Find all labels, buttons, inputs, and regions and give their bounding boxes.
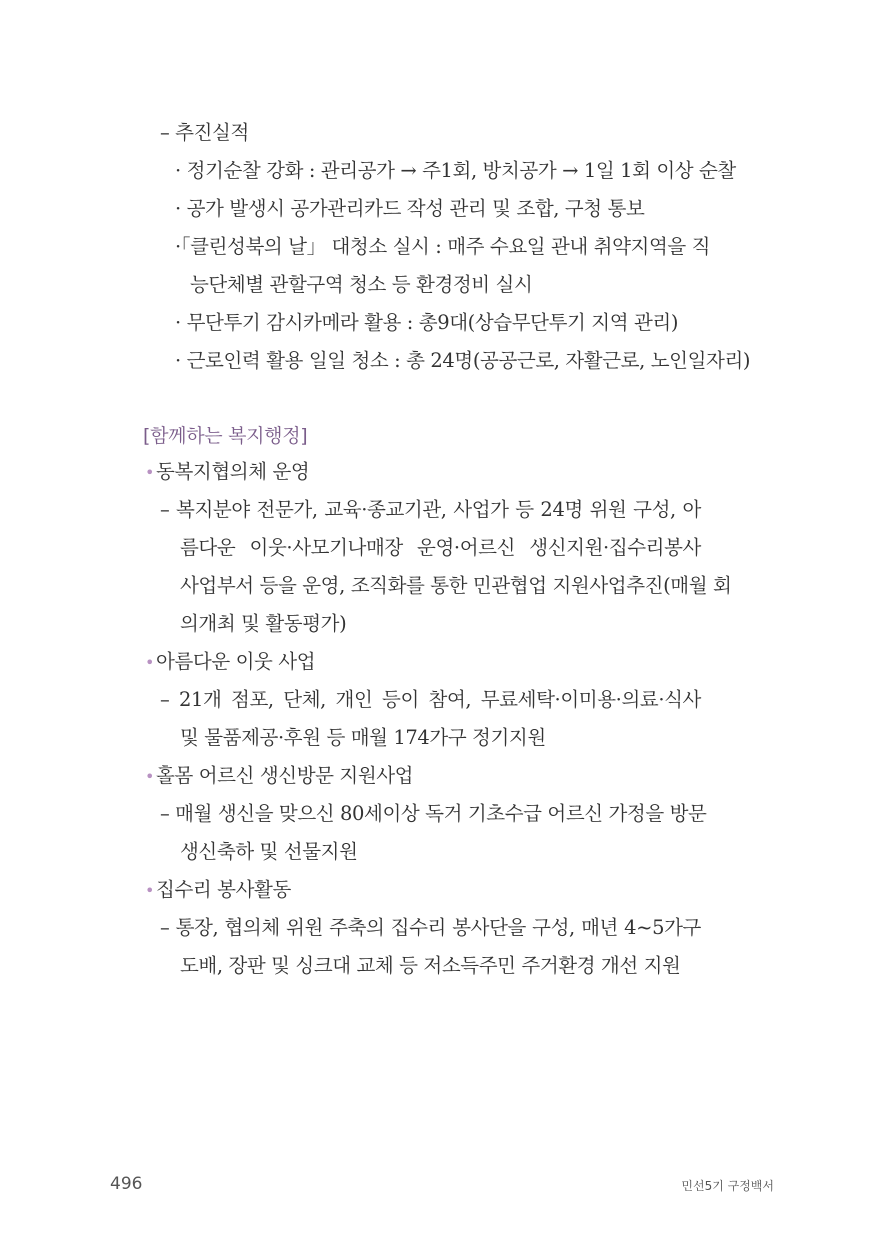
welfare-detail-line: 및 물품제공·후원 등 매월 174가구 정기지원 (180, 726, 546, 749)
promotion-item: · 정기순찰 강화 : 관리공가 → 주1회, 방치공가 → 1일 1회 이상 순찰 (175, 159, 736, 182)
page-number: 496 (110, 1174, 143, 1194)
welfare-detail-line: 도배, 장판 및 싱크대 교체 등 저소득주민 주거환경 개선 지원 (180, 954, 681, 977)
welfare-heading-text: 아름다운 이웃 사업 (156, 650, 316, 673)
promotion-item: · 공가 발생시 공가관리카드 작성 관리 및 조합, 구청 통보 (175, 197, 645, 220)
section-title: [함께하는 복지행정] (143, 425, 308, 447)
bullet-dot-icon: • (145, 653, 155, 672)
bullet-dot-icon: • (145, 767, 155, 786)
welfare-detail-line: – 매월 생신을 맞으신 80세이상 독거 기초수급 어르신 가정을 방문 (160, 802, 707, 825)
welfare-bullet-heading (145, 649, 315, 676)
promotion-item: · 무단투기 감시카메라 활용 : 총9대(상습무단투기 지역 관리) (175, 311, 679, 334)
welfare-detail-line: 생신축하 및 선물지원 (180, 840, 358, 863)
welfare-heading-text: 집수리 봉사활동 (156, 878, 291, 901)
book-title: 민선5기 구정백서 (681, 1179, 774, 1193)
welfare-heading-text: 홀몸 어르신 생신방문 지원사업 (156, 764, 414, 787)
promotion-item-continuation: 능단체별 관할구역 청소 등 환경정비 실시 (190, 273, 533, 296)
bullet-dot-icon: • (145, 463, 155, 482)
welfare-bullet-heading (145, 763, 413, 790)
welfare-bullet-heading (145, 877, 291, 904)
welfare-detail-line: – 통장, 협의체 위원 주축의 집수리 봉사단을 구성, 매년 4~5가구 (160, 916, 701, 939)
welfare-bullet-heading (145, 459, 309, 486)
bullet-dot-icon: • (145, 881, 155, 900)
welfare-detail-line: – 21개 점포, 단체, 개인 등이 참여, 무료세탁·이미용·의료·식사 (160, 688, 701, 711)
welfare-detail-line: 사업부서 등을 운영, 조직화를 통한 민관협업 지원사업추진(매월 회 (180, 574, 732, 597)
welfare-heading-text: 동복지협의체 운영 (156, 460, 310, 483)
welfare-detail-line: – 복지분야 전문가, 교육·종교기관, 사업가 등 24명 위원 구성, 아 (160, 498, 701, 521)
welfare-detail-line: 의개최 및 활동평가) (180, 612, 347, 635)
promotion-item: ·「클린성북의 날」 대청소 실시 : 매주 수요일 관내 취약지역을 직 (175, 235, 711, 258)
promotion-results-heading: – 추진실적 (160, 121, 249, 144)
promotion-item: · 근로인력 활용 일일 청소 : 총 24명(공공근로, 자활근로, 노인일자리) (175, 349, 751, 372)
welfare-detail-line: 름다운 이웃·사모기나매장 운영·어르신 생신지원·집수리봉사 (180, 536, 701, 559)
